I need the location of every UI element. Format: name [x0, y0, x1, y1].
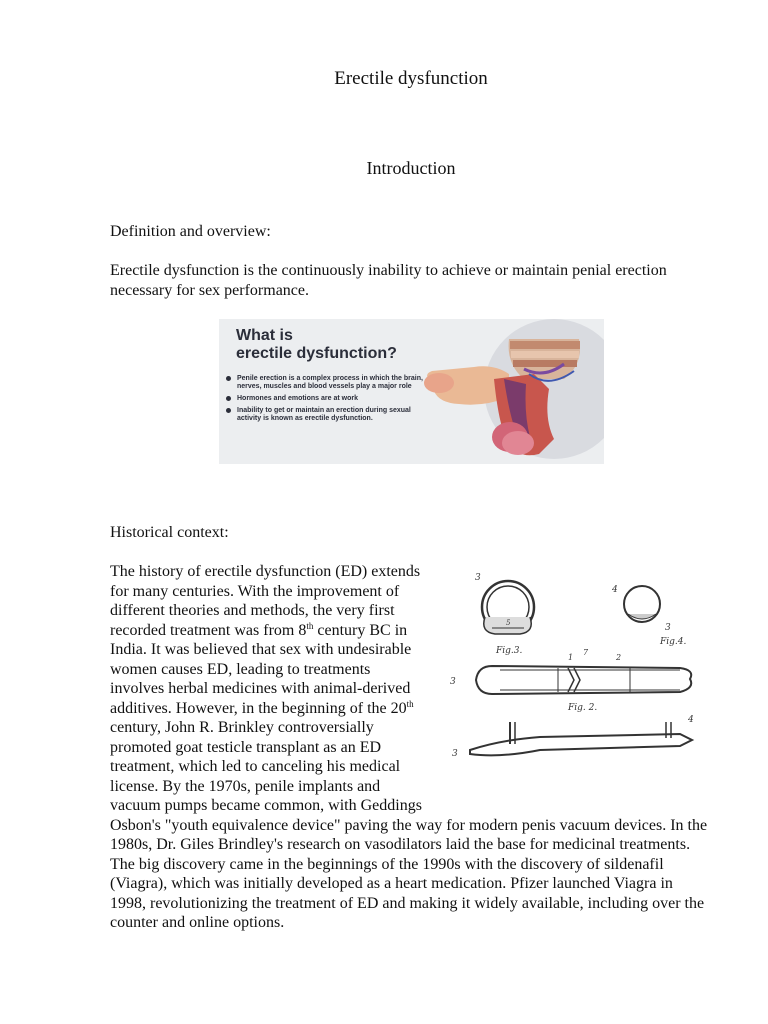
definition-heading: Definition and overview:	[110, 223, 271, 240]
figure-label-fig2: Fig. 2.	[568, 703, 598, 713]
figure-number: 1	[568, 653, 574, 662]
figure-label-fig4: Fig.4.	[660, 637, 687, 647]
infographic-heading-line1: What is	[236, 327, 293, 344]
anatomy-illustration-icon	[414, 319, 604, 464]
history-heading: Historical context:	[110, 524, 229, 541]
infographic-bullet: Hormones and emotions are at work	[225, 395, 425, 403]
figure-number: 4	[688, 715, 694, 725]
figure-number: 3	[452, 749, 458, 759]
infographic-bullet-list	[225, 375, 425, 427]
figure-number: 3	[450, 677, 456, 687]
figure-number: 4	[612, 585, 618, 595]
section-title: Introduction	[366, 158, 456, 178]
superscript-th: th	[406, 698, 414, 709]
document-title: Erectile dysfunction	[334, 68, 488, 89]
figure-number: 5	[506, 619, 511, 627]
infographic-bullet: Inability to get or maintain an erection during sexual activity is known as erectile dysfunction.	[225, 407, 425, 423]
infographic-image	[219, 319, 604, 464]
history-text-part1: The history of erectile dysfunction (ED) extends for many centuries. With the improvement of different theories and methods, the very first recorded treatment was from 8	[110, 563, 421, 639]
infographic-bullet: Penile erection is a complex process in which the brain, nerves, muscles and blood vessels play a major role	[225, 375, 425, 391]
history-text-part3: century, John R. Brinkley controversially promoted goat testicle transplant as an ED treatment, which led to canceling his medical license. By the 1970s, penile implants and vacuum pumps became common, with Geddings Osbon's "youth equivalence device" paving the way for modern penis vacuum devices. In the 1980s, Dr. Giles Brindley's research on vasodilators laid the base for medicinal treatments. The big discovery came in the beginnings of the 1990s with the discovery of sildenafil (Viagra), which was initially developed as a heart medication. Pfizer launched Viagra in 1998, revolutionizing the treatment of ED and making it widely available, including over the counter and online options.	[110, 719, 708, 931]
history-text-part2: century BC in India. It was believed that sex with undesirable women causes ED, leading to treatments involves herbal medicines with animal-derived additives. However, in the beginning of the 20	[110, 621, 412, 717]
figure-label-fig3: Fig.3.	[496, 646, 523, 656]
figure-number: 3	[665, 623, 671, 633]
figure-number: 7	[583, 648, 589, 657]
superscript-th: th	[306, 620, 314, 631]
figure-number: 2	[616, 653, 622, 662]
history-paragraph	[110, 562, 710, 933]
figure-number: 3	[475, 573, 481, 583]
infographic-heading-line2: erectile dysfunction?	[236, 345, 397, 362]
infographic-heading	[236, 327, 397, 363]
vacuum-device-patent-figure	[440, 562, 730, 798]
definition-paragraph: Erectile dysfunction is the continuously inability to achieve or maintain penial erection necessary for sex performance.	[110, 262, 667, 299]
